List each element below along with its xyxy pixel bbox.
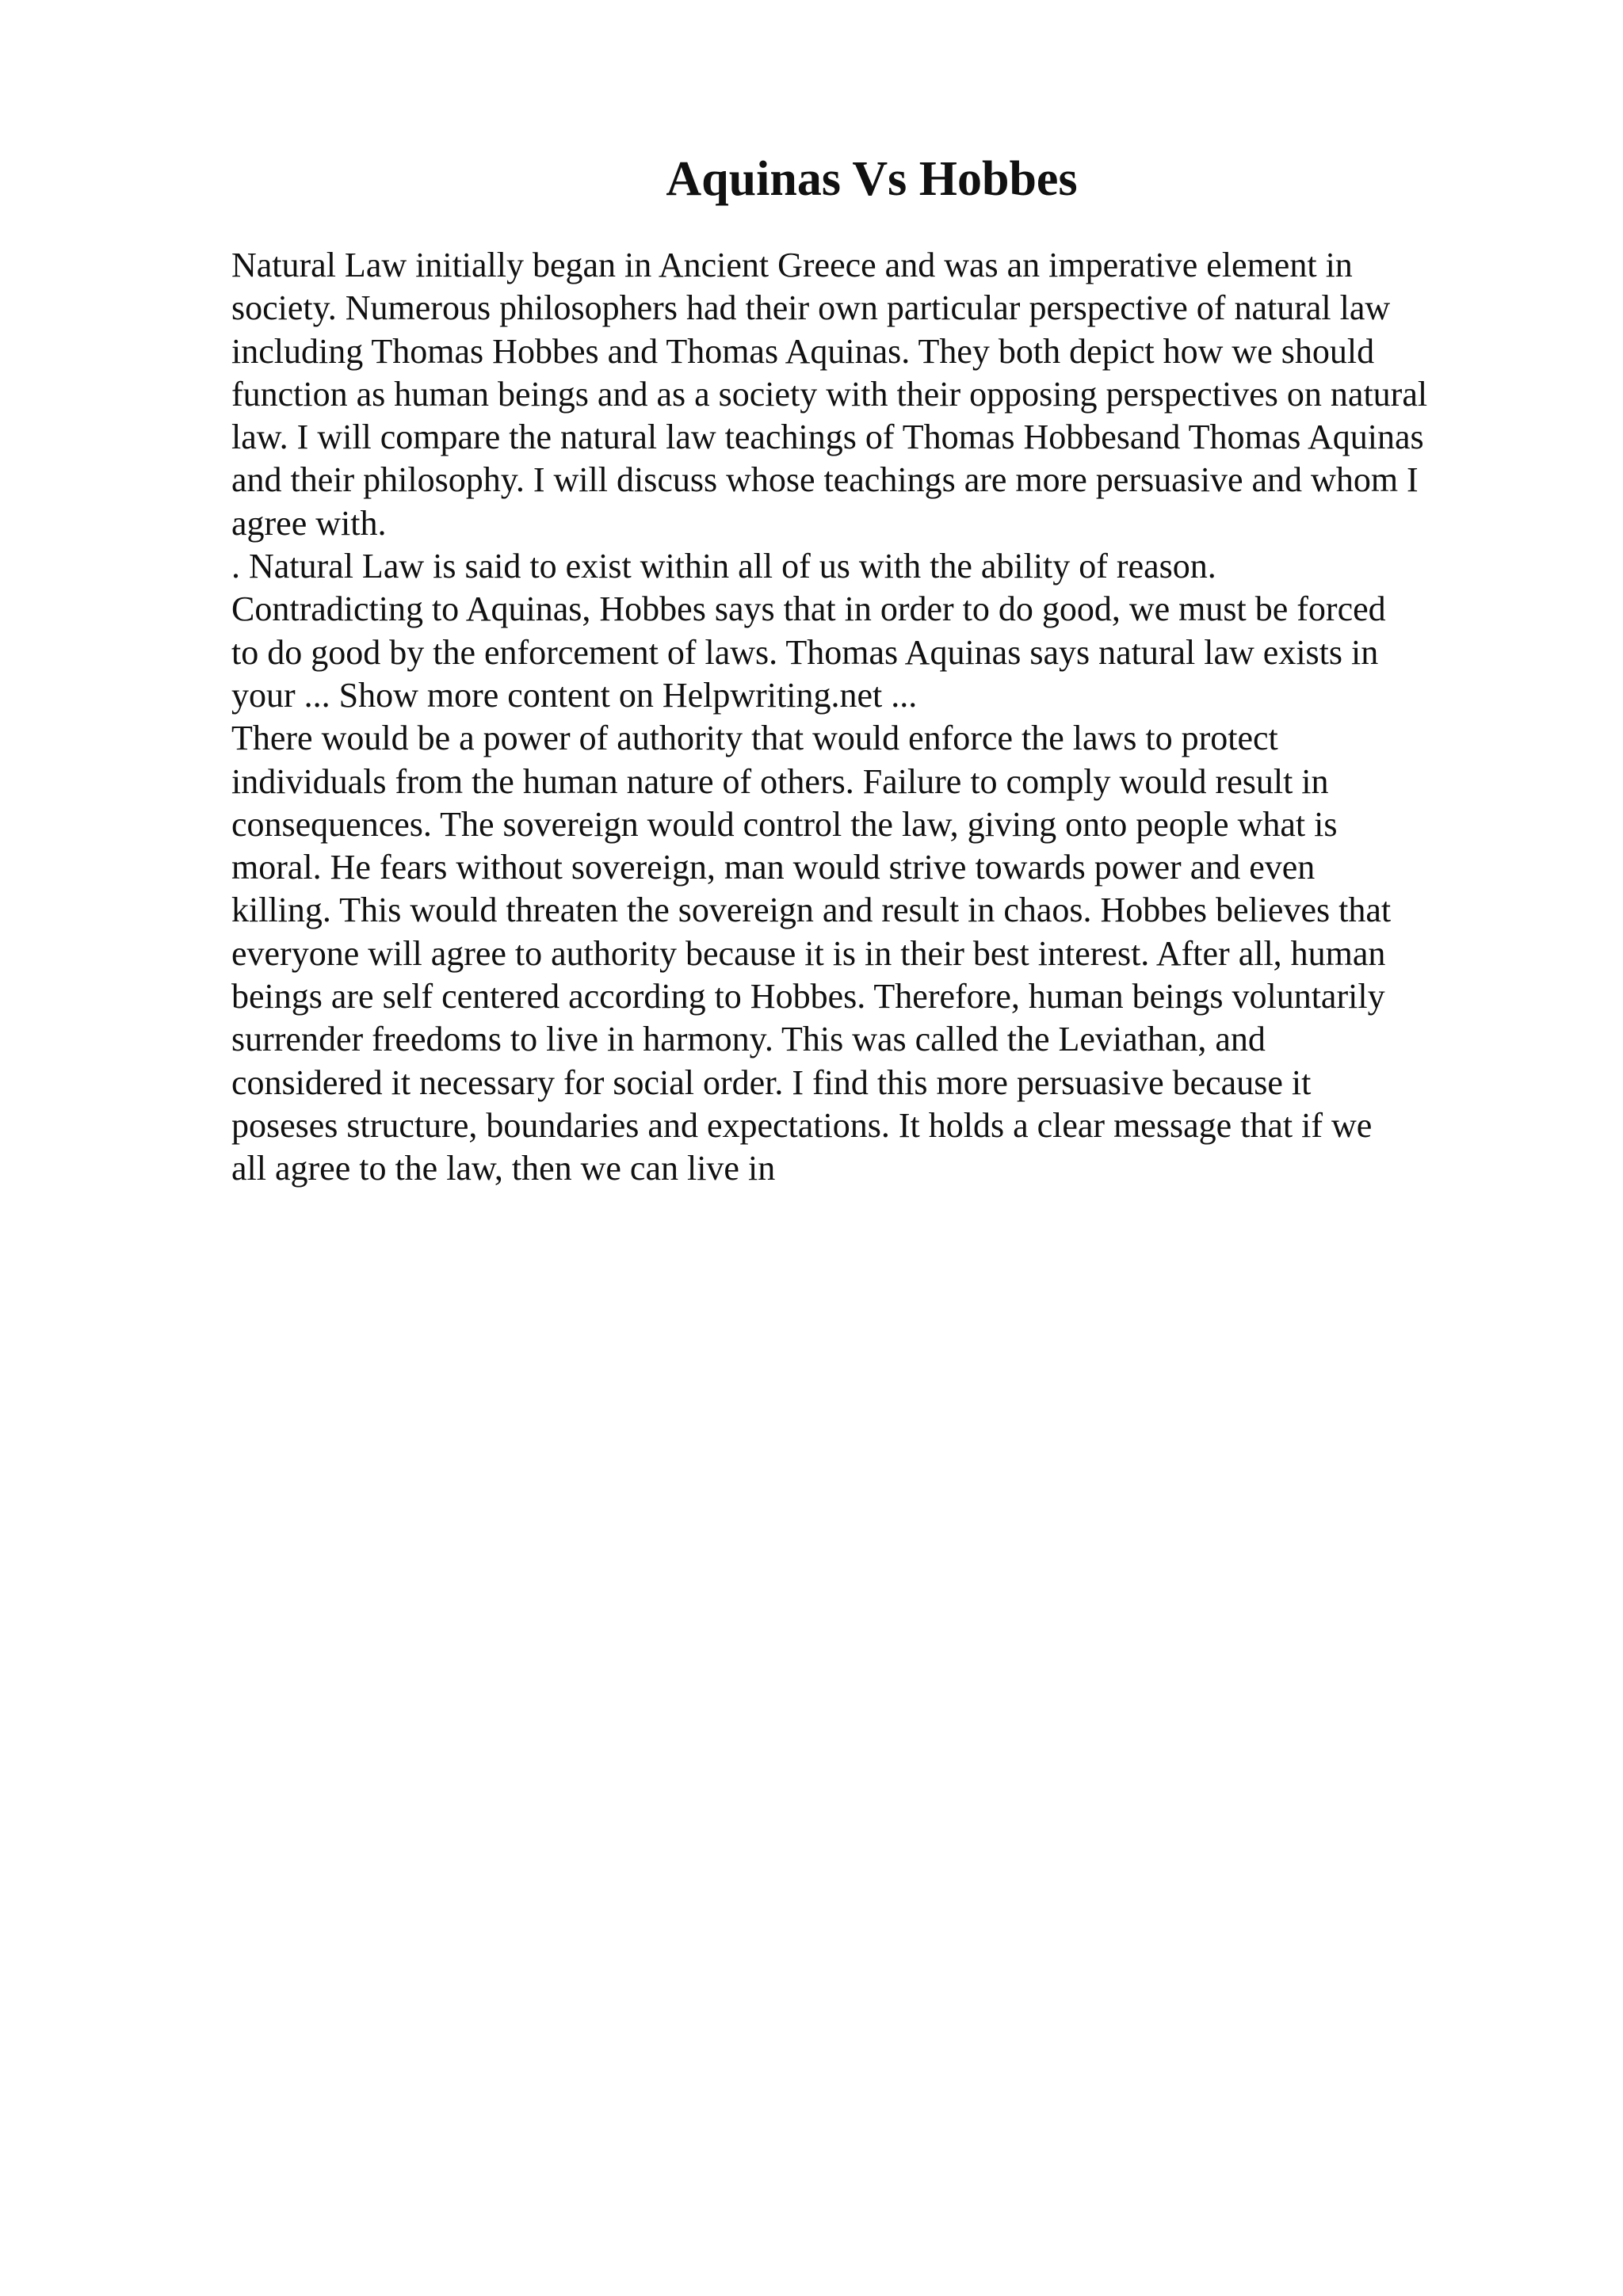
body-line: and their philosophy. I will discuss whose teachings are more persuasive and whom I bbox=[231, 460, 1419, 500]
body-line: surrender freedoms to live in harmony. This was called the Leviathan, and bbox=[231, 1020, 1266, 1059]
body-line: your ... Show more content on Helpwriting.net ... bbox=[231, 675, 918, 715]
body-line: beings are self centered according to Hobbes. Therefore, human beings voluntarily bbox=[231, 977, 1385, 1016]
body-line: to do good by the enforcement of laws. Thomas Aquinas says natural law exists in bbox=[231, 632, 1379, 672]
body-line: society. Numerous philosophers had their own particular perspective of natural law bbox=[231, 288, 1391, 328]
body-line: Contradicting to Aquinas, Hobbes says that in order to do good, we must be forced bbox=[231, 589, 1386, 629]
body-line: There would be a power of authority that would enforce the laws to protect bbox=[231, 719, 1278, 758]
body-line: . Natural Law is said to exist within all of us with the ability of reason. bbox=[231, 547, 1216, 586]
body-line: function as human beings and as a society with their opposing perspectives on natural bbox=[231, 374, 1428, 414]
body-line: poseses structure, boundaries and expectations. It holds a clear message that if we bbox=[231, 1105, 1373, 1145]
document-title: Aquinas Vs Hobbes bbox=[666, 152, 1078, 206]
body-line: moral. He fears without sovereign, man would strive towards power and even bbox=[231, 848, 1316, 887]
body-line: everyone will agree to authority because it is in their best interest. After all, human bbox=[231, 933, 1386, 973]
body-line: individuals from the human nature of others. Failure to comply would result in bbox=[231, 761, 1329, 801]
body-line: Natural Law initially began in Ancient Greece and was an imperative element in bbox=[231, 246, 1353, 284]
body-line: agree with. bbox=[231, 503, 387, 543]
body-line: including Thomas Hobbes and Thomas Aquinas. They both depict how we should bbox=[231, 331, 1375, 371]
body-line: considered it necessary for social order. I find this more persuasive because it bbox=[231, 1062, 1312, 1102]
document-body bbox=[231, 244, 1515, 1191]
body-line: law. I will compare the natural law teachings of Thomas Hobbesand Thomas Aquinas bbox=[231, 418, 1424, 457]
body-line: killing. This would threaten the sovereign and result in chaos. Hobbes believes that bbox=[231, 891, 1392, 930]
body-line: all agree to the law, then we can live in bbox=[231, 1149, 776, 1188]
body-line: consequences. The sovereign would control the law, giving onto people what is bbox=[231, 804, 1338, 844]
